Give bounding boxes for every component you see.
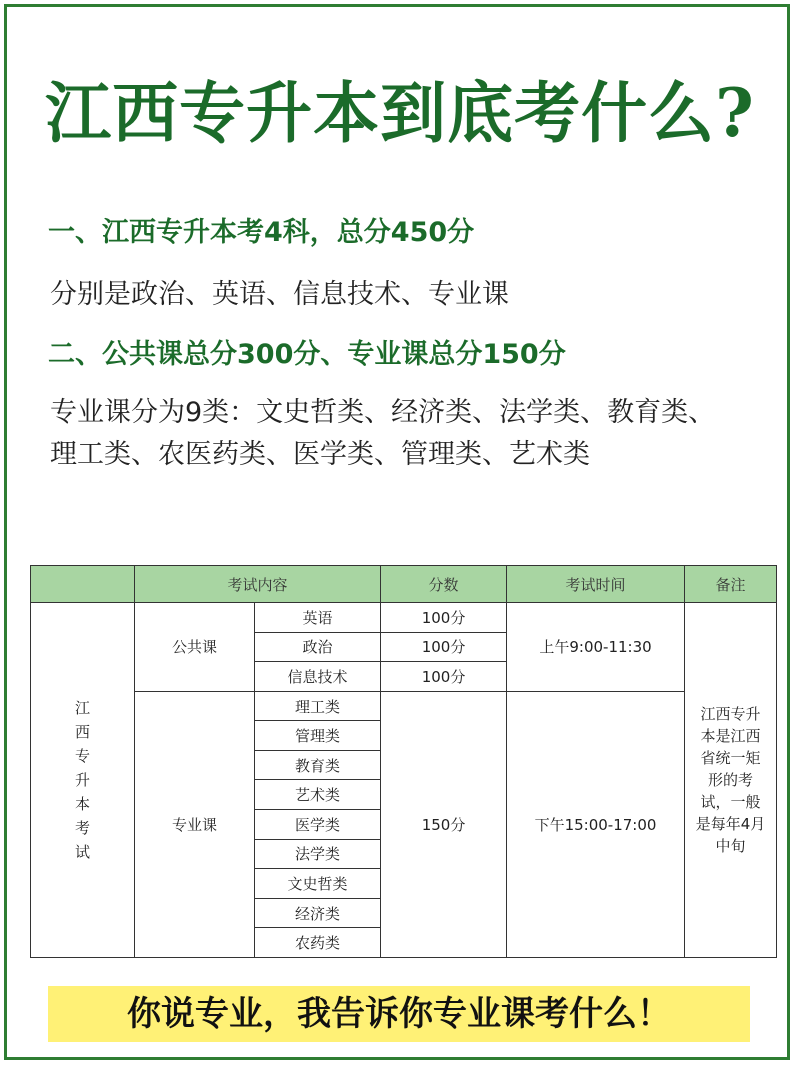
subject-cell: 管理类: [255, 721, 381, 751]
header-time: 考试时间: [507, 566, 685, 603]
subject-cell: 文史哲类: [255, 869, 381, 899]
bottom-banner: 你说专业，我告诉你专业课考什么！: [48, 986, 750, 1042]
score-cell: 100分: [381, 662, 507, 692]
subject-cell: 政治: [255, 632, 381, 662]
section-2-text: 专业课分为9类：文史哲类、经济类、法学类、教育类、 理工类、农医药类、医学类、管理类、艺术类: [50, 397, 716, 470]
section-1-heading: 一、江西专升本考4科，总分450分: [48, 217, 475, 248]
header-score: 分数: [381, 566, 507, 603]
major-time-cell: 下午15:00-17:00: [507, 691, 685, 957]
page-title: 江西专升本到底考什么?: [45, 74, 755, 152]
public-time-cell: 上午9:00-11:30: [507, 603, 685, 692]
subject-cell: 英语: [255, 603, 381, 633]
table-row: [31, 691, 777, 721]
section-2-heading: 二、公共课总分300分、专业课总分150分: [48, 339, 566, 370]
public-course-label: 公共课: [135, 603, 255, 692]
exam-table: [30, 565, 777, 958]
subject-cell: 农药类: [255, 928, 381, 958]
header-content: 考试内容: [135, 566, 381, 603]
exam-name-cell: 江 西 专 升 本 考 试: [31, 603, 135, 958]
subject-cell: 经济类: [255, 898, 381, 928]
score-cell: 100分: [381, 603, 507, 633]
major-score-cell: 150分: [381, 691, 507, 957]
section-1-text: 分别是政治、英语、信息技术、专业课: [50, 279, 509, 310]
major-course-label: 专业课: [135, 691, 255, 957]
table-row: [31, 603, 777, 633]
subject-cell: 医学类: [255, 810, 381, 840]
score-cell: 100分: [381, 632, 507, 662]
subject-cell: 艺术类: [255, 780, 381, 810]
subject-cell: 信息技术: [255, 662, 381, 692]
subject-cell: 理工类: [255, 691, 381, 721]
subject-cell: 法学类: [255, 839, 381, 869]
header-blank: [31, 566, 135, 603]
table-header-row: [31, 566, 777, 603]
subject-cell: 教育类: [255, 750, 381, 780]
remark-cell: 江西专升 本是江西 省统一矩 形的考 试，一般 是每年4月 中旬: [685, 603, 777, 958]
header-remark: 备注: [685, 566, 777, 603]
